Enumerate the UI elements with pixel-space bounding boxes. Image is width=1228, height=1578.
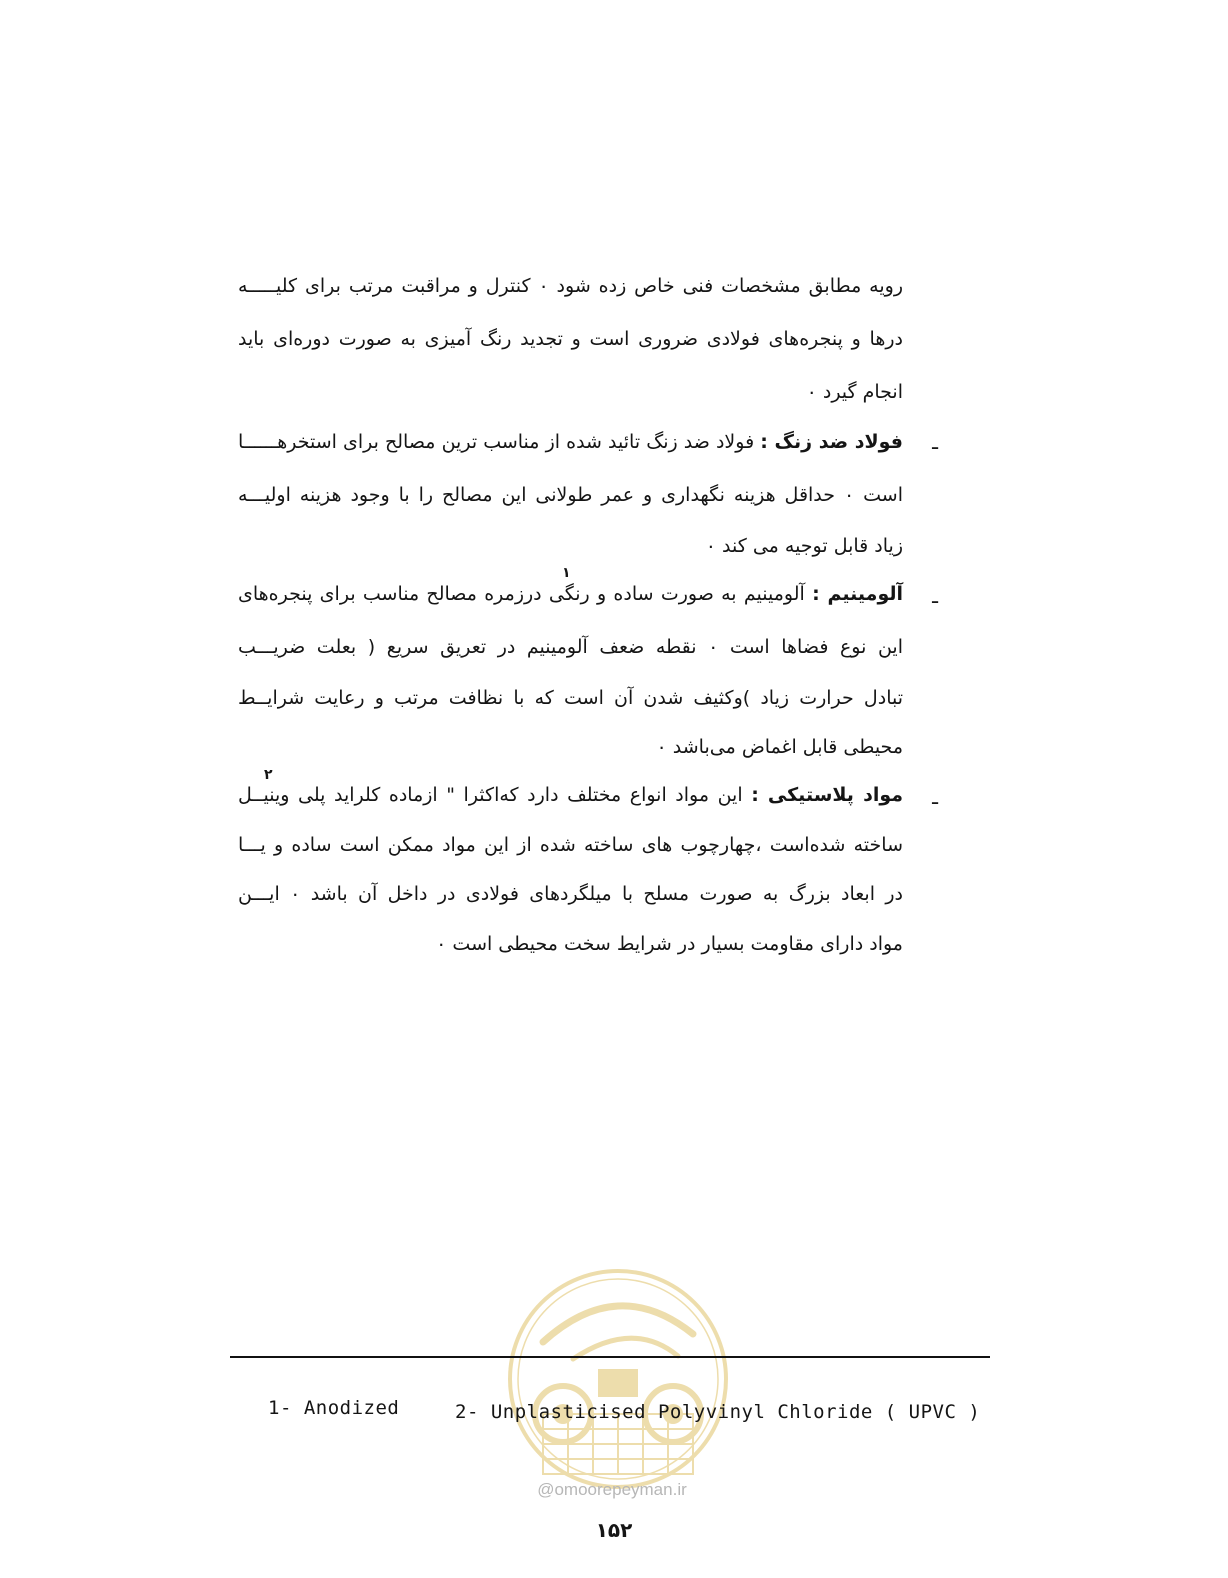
aluminium-line-4: محیطی قابل اغماض می‌باشد ۰ (656, 736, 903, 758)
plastics-line-3: در ابعاد بزرگ به صورت مسلح با میلگردهای فولادی در داخل آن باشد ۰ ایـــن (238, 883, 903, 905)
footnote-mark-1: ۱ (562, 565, 571, 581)
bullet-plastics: ـ (932, 785, 938, 809)
aluminium-line-3: تبادل حرارت زیاد )وکثیف شدن آن است که با نظافت مرتب و رعایت شرایــط (238, 687, 903, 709)
bullet-stainless-steel: ـ (932, 430, 938, 454)
footnote-1: 1- Anodized (268, 1397, 400, 1419)
term-stainless-steel: فولاد ضد زنگ : (760, 431, 903, 453)
footnote-2: 2- Unplasticised Polyvinyl Chloride ( UPVC ) (455, 1401, 981, 1423)
paragraph-1-line-1: رویه مطابق مشخصات فنی خاص زده شود ۰ کنترل و مراقبت مرتب برای کلیـــــه (238, 275, 903, 297)
plastics-line-1 (238, 781, 903, 809)
paragraph-1-line-3: انجام گیرد ۰ (806, 381, 903, 403)
page-number: ۱۵۲ (595, 1518, 633, 1542)
footnote-separator-rule (230, 1356, 990, 1358)
term-aluminium: آلومینیم : (812, 583, 904, 605)
aluminium-line-1-text: آلومینیم به صورت ساده و رنگی درزمره مصالح مناسب برای پنجره‌های (238, 583, 805, 605)
plastics-line-1-text: این مواد انواع مختلف دارد که‌اکثرا " ازماده کلراید پلی وینیــل (238, 784, 743, 806)
bullet-aluminium: ـ (932, 584, 938, 608)
term-plastics: مواد پلاستیکی : (751, 784, 904, 806)
footnote-mark-2: ۲ (264, 767, 273, 783)
stainless-steel-line-1-text: فولاد ضد زنگ تائید شده از مناسب ترین مصالح برای استخرهــــــا (238, 431, 755, 453)
stainless-steel-line-3: زیاد قابل توجیه می کند ۰ (705, 535, 903, 557)
plastics-line-4: مواد دارای مقاومت بسیار در شرایط سخت محیطی است ۰ (436, 933, 903, 955)
aluminium-line-2: این نوع فضاها است ۰ نقطه ضعف آلومینیم در تعریق سریع ( بعلت ضریـــب (238, 636, 903, 658)
paragraph-1-line-2: درها و پنجره‌های فولادی ضروری است و تجدید رنگ آمیزی به صورت دوره‌ای باید (238, 328, 903, 350)
watermark-site-text: @omoorepeyman.ir (537, 1480, 687, 1499)
watermark-seal-logo (503, 1264, 733, 1494)
stainless-steel-line-1 (238, 428, 903, 456)
stainless-steel-line-2: است ۰ حداقل هزینه نگهداری و عمر طولانی این مصالح را با وجود هزینه اولیـــه (238, 484, 903, 506)
plastics-line-2: ساخته شده‌است ،چهارچوب های ساخته شده از این مواد ممکن است ساده و یـــا (238, 834, 903, 856)
aluminium-line-1 (238, 580, 903, 608)
